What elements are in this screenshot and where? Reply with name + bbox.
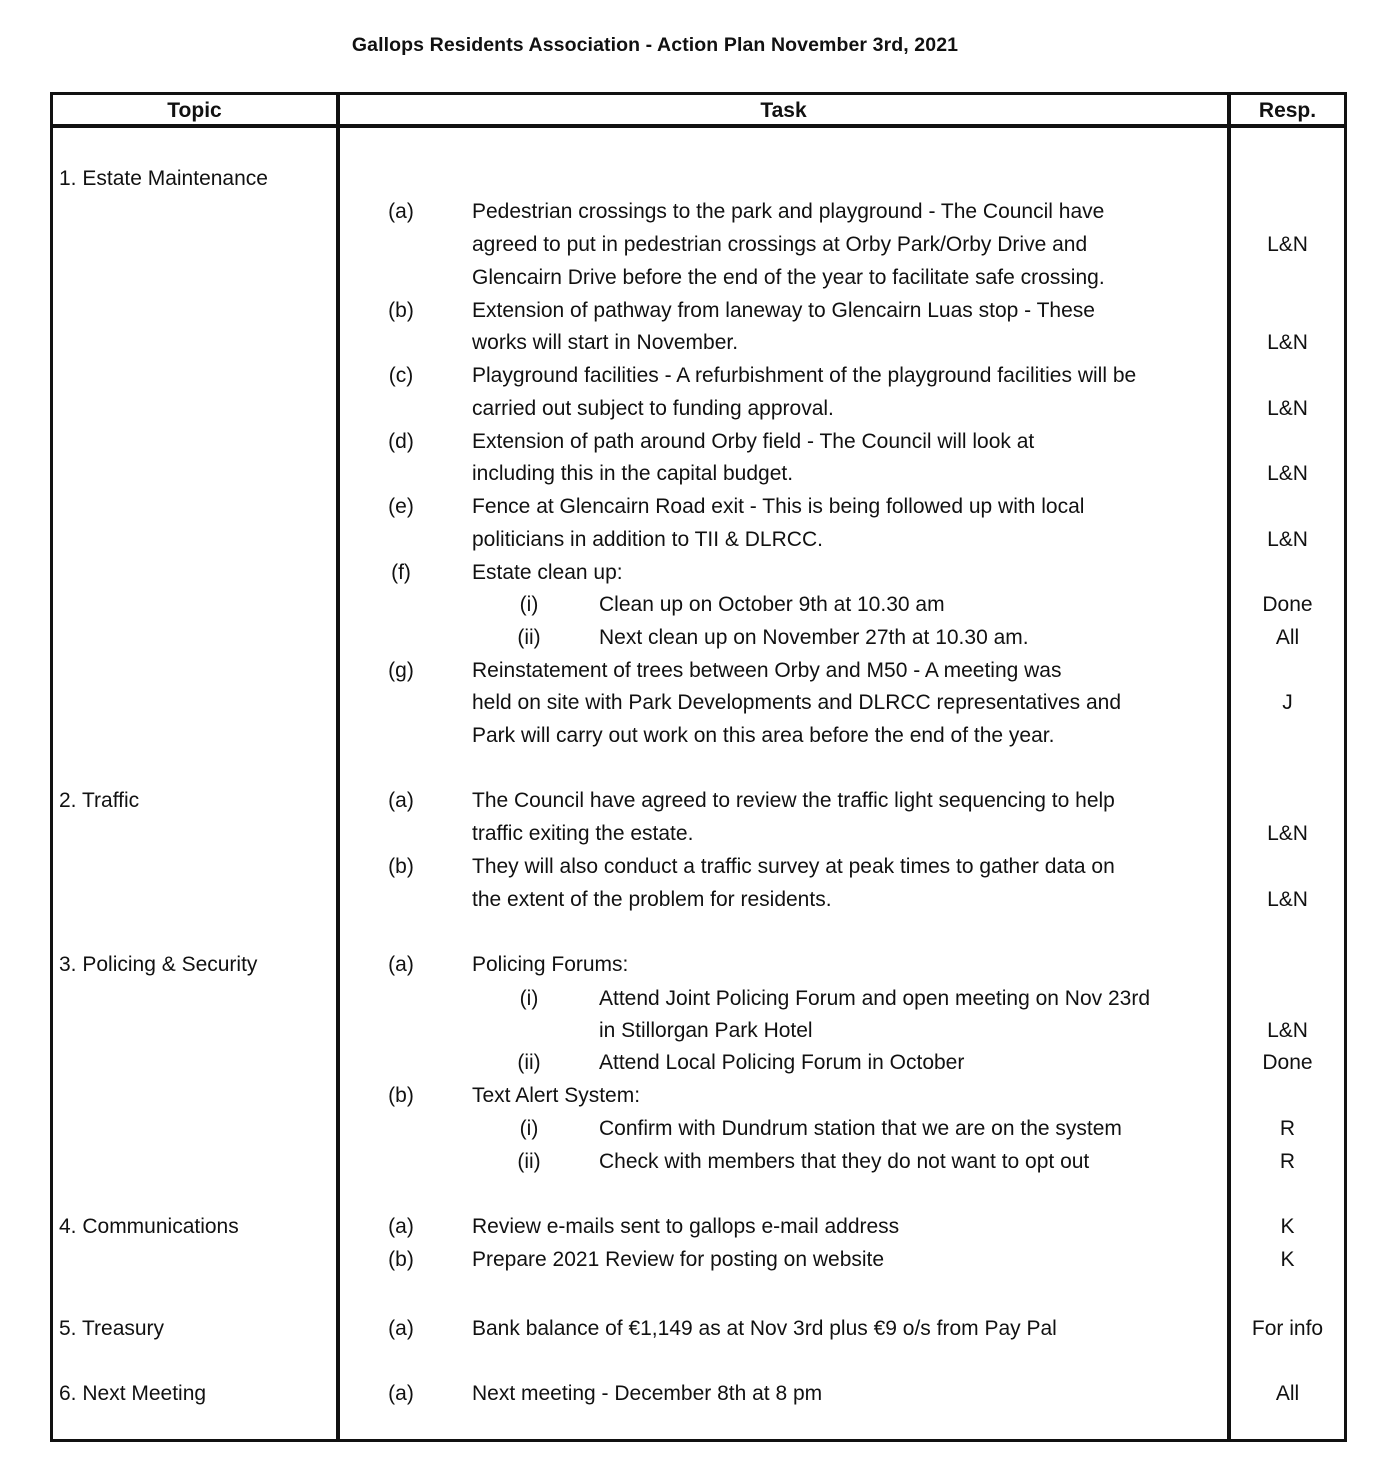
item-label: (a) xyxy=(388,1317,414,1340)
topic-cell: 5. Treasury xyxy=(59,1317,165,1340)
task-text: Park will carry out work on this area before the end of the year. xyxy=(472,724,1055,747)
task-text: Clean up on October 9th at 10.30 am xyxy=(599,593,945,616)
subitem-label: (ii) xyxy=(517,626,541,649)
task-text: Reinstatement of trees between Orby and M50 - A meeting was xyxy=(472,659,1062,682)
task-text: Prepare 2021 Review for posting on website xyxy=(472,1248,885,1271)
action-plan-table xyxy=(50,92,1347,1442)
resp-cell: L&N xyxy=(1267,462,1308,485)
task-text: Pedestrian crossings to the park and playground - The Council have xyxy=(472,200,1105,223)
task-text: Attend Local Policing Forum in October xyxy=(599,1051,965,1074)
item-label: (a) xyxy=(388,1215,414,1238)
task-text: Estate clean up: xyxy=(472,561,623,584)
subitem-label: (i) xyxy=(519,1117,539,1140)
resp-cell: L&N xyxy=(1267,233,1308,256)
item-label: (f) xyxy=(391,561,411,584)
resp-cell: L&N xyxy=(1267,397,1308,420)
item-label: (b) xyxy=(388,1084,414,1107)
resp-cell: K xyxy=(1280,1215,1295,1238)
header-task: Task xyxy=(760,99,807,122)
item-label: (a) xyxy=(388,953,414,976)
task-text: including this in the capital budget. xyxy=(472,462,794,485)
task-text: works will start in November. xyxy=(472,331,739,354)
resp-cell: R xyxy=(1279,1117,1296,1140)
topic-cell: 3. Policing & Security xyxy=(59,953,258,976)
task-text: They will also conduct a traffic survey at peak times to gather data on xyxy=(472,855,1115,878)
column-divider xyxy=(336,92,340,1442)
resp-cell: L&N xyxy=(1267,1019,1308,1042)
task-text: traffic exiting the estate. xyxy=(472,822,694,845)
header-divider xyxy=(50,124,1347,128)
task-text: Review e-mails sent to gallops e-mail address xyxy=(472,1215,900,1238)
item-label: (d) xyxy=(388,430,414,453)
resp-cell: R xyxy=(1279,1150,1296,1173)
task-text: Fence at Glencairn Road exit - This is being followed up with local xyxy=(472,495,1085,518)
header-resp: Resp. xyxy=(1258,99,1317,122)
item-label: (g) xyxy=(388,659,414,682)
task-text: Glencairn Drive before the end of the year to facilitate safe crossing. xyxy=(472,266,1105,289)
task-text: Text Alert System: xyxy=(472,1084,641,1107)
topic-cell: 2. Traffic xyxy=(59,789,140,812)
task-text: Policing Forums: xyxy=(472,953,629,976)
task-text: in Stillorgan Park Hotel xyxy=(599,1019,813,1042)
item-label: (a) xyxy=(388,200,414,223)
task-text: Extension of pathway from laneway to Glencairn Luas stop - These xyxy=(472,299,1095,322)
item-label: (a) xyxy=(388,789,414,812)
item-label: (a) xyxy=(388,1382,414,1405)
subitem-label: (ii) xyxy=(517,1150,541,1173)
item-label: (b) xyxy=(388,1248,414,1271)
column-divider xyxy=(1227,92,1231,1442)
item-label: (b) xyxy=(388,855,414,878)
task-text: agreed to put in pedestrian crossings at Orby Park/Orby Drive and xyxy=(472,233,1088,256)
item-label: (c) xyxy=(388,364,414,387)
subitem-label: (i) xyxy=(519,593,539,616)
resp-cell: K xyxy=(1280,1248,1295,1271)
task-text: the extent of the problem for residents. xyxy=(472,888,832,911)
task-text: Next clean up on November 27th at 10.30 am. xyxy=(599,626,1029,649)
resp-cell: All xyxy=(1275,626,1300,649)
resp-cell: Done xyxy=(1262,593,1313,616)
task-text: carried out subject to funding approval. xyxy=(472,397,834,420)
task-text: politicians in addition to TII & DLRCC. xyxy=(472,528,823,551)
item-label: (e) xyxy=(388,495,414,518)
task-text: held on site with Park Developments and DLRCC representatives and xyxy=(472,691,1122,714)
resp-cell: L&N xyxy=(1267,822,1308,845)
resp-cell: L&N xyxy=(1267,888,1308,911)
resp-cell: All xyxy=(1275,1382,1300,1405)
topic-cell: 6. Next Meeting xyxy=(59,1382,207,1405)
task-text: Playground facilities - A refurbishment of the playground facilities will be xyxy=(472,364,1137,387)
document-title: Gallops Residents Association - Action Plan November 3rd, 2021 xyxy=(351,34,959,56)
task-text: Check with members that they do not want to opt out xyxy=(599,1150,1090,1173)
subitem-label: (i) xyxy=(519,987,539,1010)
resp-cell: L&N xyxy=(1267,331,1308,354)
task-text: Next meeting - December 8th at 8 pm xyxy=(472,1382,823,1405)
subitem-label: (ii) xyxy=(517,1051,541,1074)
resp-cell: L&N xyxy=(1267,528,1308,551)
item-label: (b) xyxy=(388,299,414,322)
task-text: The Council have agreed to review the traffic light sequencing to help xyxy=(472,789,1115,812)
header-topic: Topic xyxy=(167,99,222,122)
resp-cell: J xyxy=(1282,691,1293,714)
task-text: Bank balance of €1,149 as at Nov 3rd plus €9 o/s from Pay Pal xyxy=(472,1317,1057,1340)
task-text: Confirm with Dundrum station that we are on the system xyxy=(599,1117,1122,1140)
task-text: Extension of path around Orby field - The Council will look at xyxy=(472,430,1035,453)
topic-cell: 4. Communications xyxy=(59,1215,239,1238)
resp-cell: Done xyxy=(1262,1051,1313,1074)
task-text: Attend Joint Policing Forum and open meeting on Nov 23rd xyxy=(599,987,1150,1010)
resp-cell: For info xyxy=(1251,1317,1324,1340)
topic-cell: 1. Estate Maintenance xyxy=(59,167,268,190)
